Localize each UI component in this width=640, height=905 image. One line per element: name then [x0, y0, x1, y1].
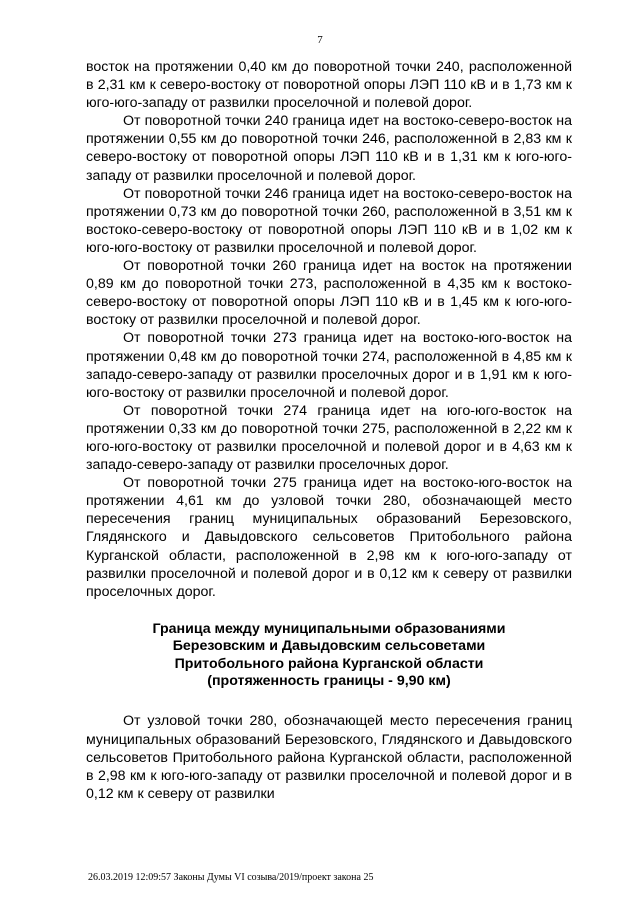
paragraph: От поворотной точки 260 граница идет на восток на протяжении 0,89 км до поворотной точки 273, расположенной в 4,35 км к востоко-северо-востоку от поворотной опоры ЛЭП 110 кВ и в 1,45 км к юго-юго-востоку от развилки проселочной и полевой дорог. [86, 258, 572, 329]
section-heading-length: (протяженность границы - 9,90 км) [207, 673, 451, 690]
paragraph: От поворотной точки 273 граница идет на востоко-юго-восток на протяжении 0,48 км до поворотной точки 274, расположенной в 4,85 км к западо-северо-западу от развилки проселочных дорог и в 1,91 км к юго-юго-востоку от развилки проселочной и полевой дорог. [86, 330, 572, 401]
section-heading-line: Березовским и Давыдовским сельсоветами [172, 638, 486, 655]
section-heading-line: Притобольного района Курганской области [174, 655, 484, 672]
paragraph: восток на протяжении 0,40 км до поворотной точки 240, расположенной в 2,31 км к северо-востоку от поворотной опоры ЛЭП 110 кВ и в 1,73 км к юго-юго-западу от развилки проселочной и полевой дорог. [86, 59, 572, 112]
section-heading-line: Граница между муниципальными образованиями [152, 620, 506, 637]
paragraph: От поворотной точки 274 граница идет на юго-юго-восток на протяжении 0,33 км до поворотной точки 275, расположенной в 2,22 км к юго-юго-востоку от развилки проселочной и полевой дорог и в 4,63 км к западо-северо-западу от развилки проселочных дорог. [86, 402, 572, 474]
footer-file-info: 26.03.2019 12:09:57 Законы Думы VI созыва/2019/проект закона 25 [88, 872, 374, 883]
page-number: 7 [317, 34, 323, 46]
paragraph: От поворотной точки 275 граница идет на востоко-юго-восток на протяжении 4,61 км до узловой точки 280, обозначающей место пересечения границ муниципальных образований Березовского, Глядянского и Давыдовского сельсоветов Притобольного района Курганской области, расположенной в 2,98 км к юго-юго-западу от развилки проселочной и полевой дорог и в 0,12 км к северу от развилки проселочных дорог. [86, 475, 572, 600]
paragraph: От узловой точки 280, обозначающей место пересечения границ муниципальных образований Березовского, Глядянского и Давыдовского сельсоветов Притобольного района Курганской области, расположенной в 2,98 км к юго-юго-западу от развилки проселочной и полевой дорог и в 0,12 км к северу от развилки [86, 713, 572, 802]
paragraph: От поворотной точки 246 граница идет на востоко-северо-восток на протяжении 0,73 км до поворотной точки 260, расположенной в 3,51 км к востоко-северо-востоку от поворотной опоры ЛЭП 110 кВ и в 1,02 км к юго-юго-востоку от развилки проселочной и полевой дорог. [86, 185, 572, 256]
section-heading [86, 621, 572, 691]
document-body [86, 58, 572, 803]
paragraph: От поворотной точки 240 граница идет на востоко-северо-восток на протяжении 0,55 км до поворотной точки 246, расположенной в 2,83 км к северо-востоку от поворотной опоры ЛЭП 110 кВ и в 1,31 км к юго-юго-западу от развилки проселочной и полевой дорог. [86, 113, 572, 184]
